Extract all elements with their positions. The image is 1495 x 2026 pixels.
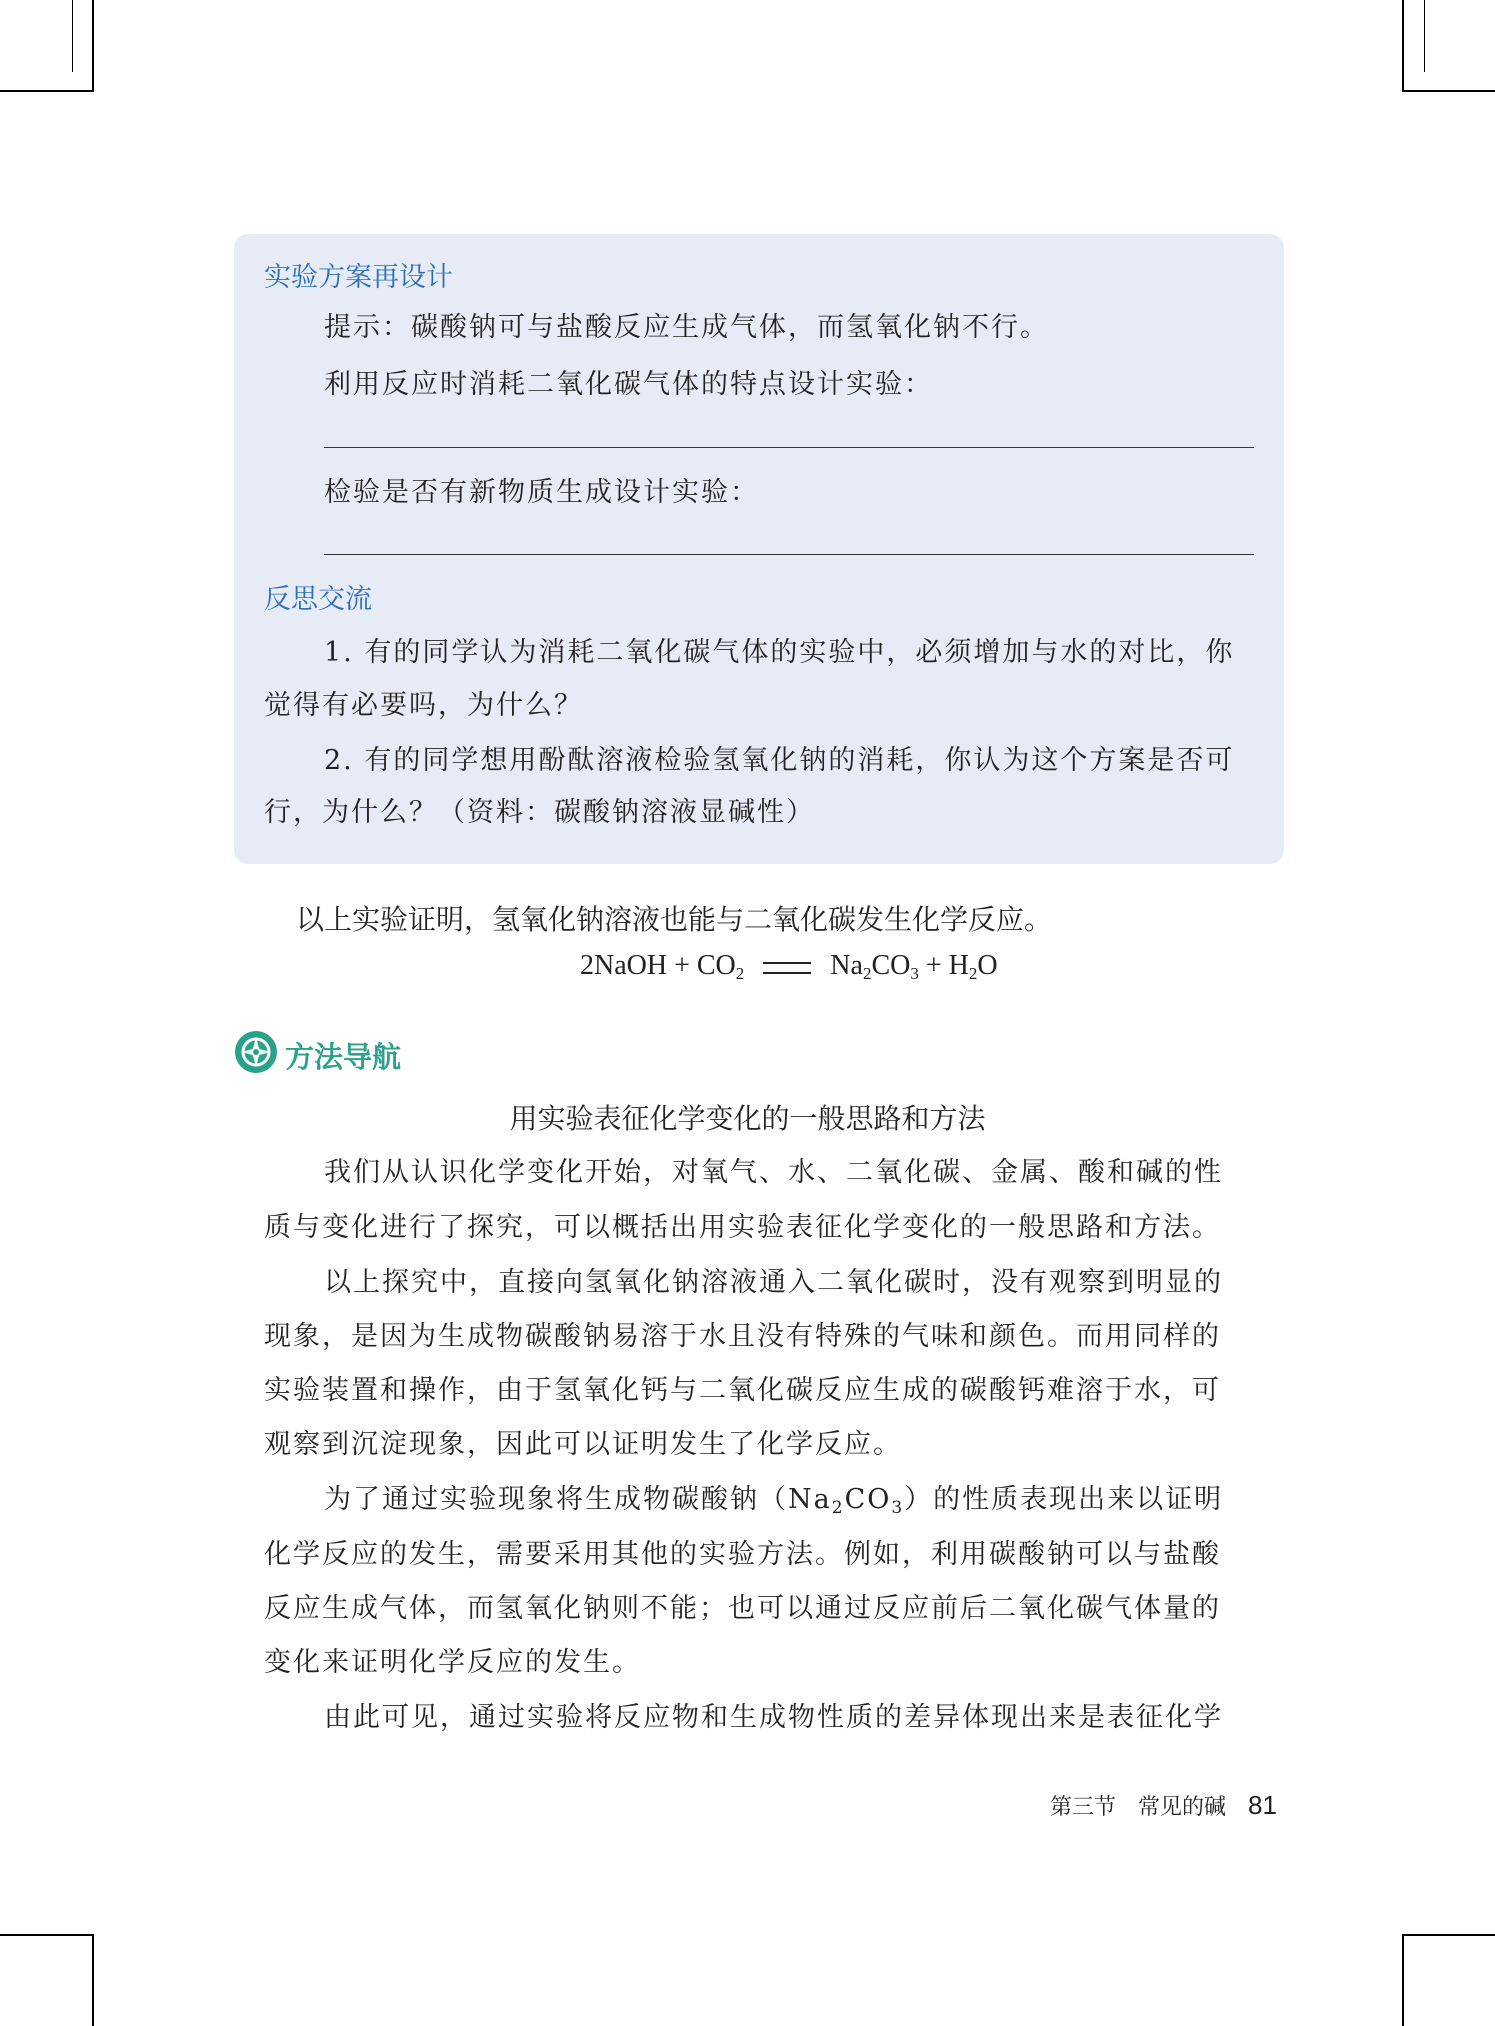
chemical-equation (580, 950, 998, 984)
paragraph-line: 以上探究中，直接向氢氧化钠溶液通入二氧化碳时，没有观察到明显的 (324, 1267, 1223, 1298)
equation-sub: 3 (910, 964, 919, 983)
method-nav-label: 方法导航 (285, 1040, 402, 1074)
box-heading-reflection: 反思交流 (264, 584, 372, 615)
crop-mark (1402, 90, 1495, 92)
conclusion-text: 以上实验证明，氢氧化钠溶液也能与二氧化碳发生化学反应。 (296, 903, 1053, 936)
paragraph-line: 由此可见，通过实验将反应物和生成物性质的差异体现出来是表征化学 (324, 1702, 1223, 1733)
question-1-line-2: 觉得有必要吗，为什么？ (264, 690, 583, 721)
method-title: 用实验表征化学变化的一般思路和方法 (509, 1102, 986, 1135)
paragraph-line: 现象，是因为生成物碳酸钠易溶于水且没有特殊的气味和颜色。而用同样的 (264, 1321, 1221, 1352)
paragraph-text: ）的性质表现出来以证明 (904, 1484, 1224, 1515)
equation-lhs: 2NaOH + CO (580, 950, 736, 981)
compass-icon (234, 1030, 278, 1074)
box-heading-redesign: 实验方案再设计 (264, 262, 453, 293)
paragraph-text: CO (844, 1484, 892, 1515)
equation-rhs: + H (918, 950, 969, 981)
page-footer (1050, 1790, 1277, 1821)
crop-mark (1402, 1934, 1404, 2026)
answer-line-2 (324, 554, 1254, 555)
subscript: 2 (831, 1498, 845, 1518)
crop-mark (0, 90, 94, 92)
design-prompt-2: 检验是否有新物质生成设计实验： (324, 477, 759, 508)
paragraph-line: 我们从认识化学变化开始，对氧气、水、二氧化碳、金属、酸和碱的性 (324, 1157, 1223, 1188)
equation-sub: 2 (735, 964, 745, 983)
paragraph-line-formula (324, 1477, 1223, 1518)
equation-sub: 2 (968, 964, 978, 983)
question-1-line-1: 1. 有的同学认为消耗二氧化碳气体的实验中，必须增加与水的对比，你 (324, 637, 1235, 668)
crop-mark (0, 1934, 94, 1936)
paragraph-line: 化学反应的发生，需要采用其他的实验方法。例如，利用碳酸钠可以与盐酸 (264, 1539, 1221, 1570)
paragraph-line: 质与变化进行了探究，可以概括出用实验表征化学变化的一般思路和方法。 (264, 1212, 1221, 1243)
equation-rhs: CO (871, 950, 911, 981)
question-2-line-2: 行，为什么？（资料：碳酸钠溶液显碱性） (264, 797, 815, 828)
paragraph-line: 观察到沉淀现象，因此可以证明发生了化学反应。 (264, 1429, 902, 1460)
hint-text: 提示：碳酸钠可与盐酸反应生成气体，而氢氧化钠不行。 (324, 312, 1049, 343)
crop-mark (72, 0, 73, 72)
crop-mark (1424, 0, 1425, 72)
paragraph-text: 为了通过实验现象将生成物碳酸钠（Na (324, 1484, 832, 1515)
design-prompt-1: 利用反应时消耗二氧化碳气体的特点设计实验： (324, 369, 933, 400)
page-number: 81 (1248, 1790, 1277, 1820)
question-2-line-1: 2. 有的同学想用酚酞溶液检验氢氧化钠的消耗，你认为这个方案是否可 (324, 745, 1235, 776)
paragraph-line: 反应生成气体，而氢氧化钠则不能；也可以通过反应前后二氧化碳气体量的 (264, 1593, 1221, 1624)
paragraph-line: 实验装置和操作，由于氢氧化钙与二氧化碳反应生成的碳酸钙难溶于水，可 (264, 1375, 1221, 1406)
equation-sub: 2 (862, 964, 872, 983)
section-label: 第三节 常见的碱 (1050, 1795, 1227, 1820)
answer-line-1 (324, 447, 1254, 448)
subscript: 3 (891, 1498, 905, 1518)
equals-sign (763, 962, 811, 974)
paragraph-line: 变化来证明化学反应的发生。 (264, 1647, 641, 1678)
crop-mark (92, 0, 94, 92)
crop-mark (92, 1934, 94, 2026)
crop-mark (1402, 0, 1404, 92)
equation-rhs: O (977, 950, 998, 981)
crop-mark (1402, 1934, 1495, 1936)
equation-rhs: Na (830, 950, 863, 981)
